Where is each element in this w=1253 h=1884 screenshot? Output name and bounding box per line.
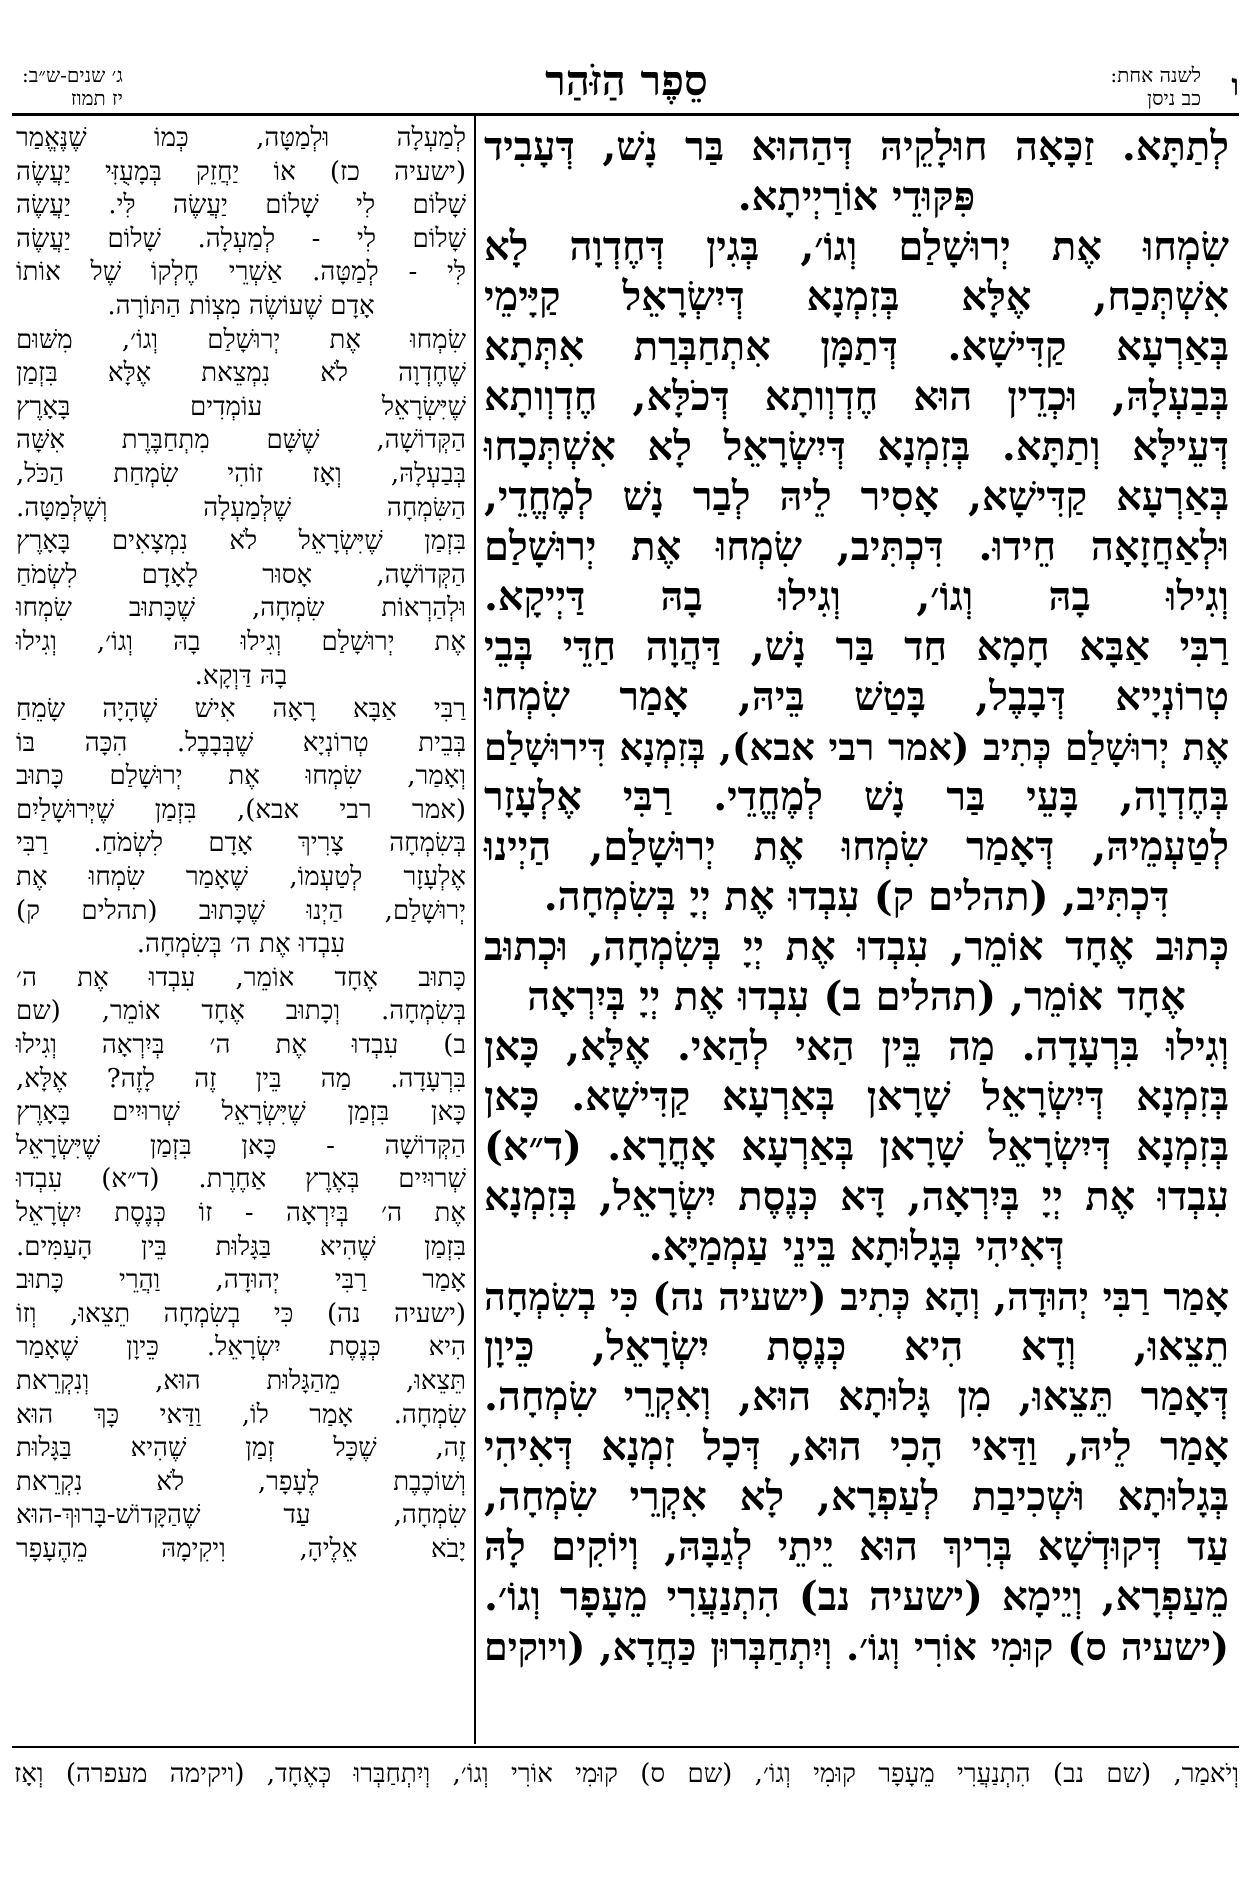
main-text-line: וְגִילוּ בִּרְעָדָה. מַה בֵּין הַאי לְהַאי. אֶלָּא, כָּאן: [484, 1023, 1229, 1070]
main-text-line: לְטַעְמֵיהּ, דְּאָמַר שִׂמְחוּ אֶת יְרוּשָׁלַם, הַיְינוּ: [484, 823, 1229, 870]
main-text-line: בְּאַרְעָא קַדִּישָׁא, אָסִיר לֵיהּ לְבַר נָשׁ לְמֶחֱדֵי,: [484, 473, 1229, 520]
main-text-line: אָמַר לֵיהּ, וַדַּאי הָכִי הוּא, דְּכָל זִמְנָא דְּאִיהִי: [484, 1423, 1229, 1470]
main-text-line: אִשְׁתְּכַח, אֶלָּא בְּזִמְנָא דְּיִשְׂרָאֵל קַיָּימֵי: [484, 273, 1229, 320]
main-text-line: רַבִּי אַבָּא חָמָא חַד בַּר נָשׁ, דַּהֲוָה חַדֵּי בְּבֵי: [484, 623, 1229, 670]
main-text-line: לְתַתָּא. זַכָּאָה חוּלָקֵיהּ דְּהַהוּא בַּר נָשׁ, דְּעָבִיד: [484, 123, 1229, 170]
translation-text-line: רַבִּי אַבָּא רָאָה אִישׁ שֶׁהָיָה שָׂמֵחַ: [16, 694, 466, 725]
main-text-line: אֶחָד אוֹמֵר, (תהלים ב) עִבְדוּ אֶת יְיָ בְּיִרְאָה: [527, 973, 1186, 1020]
main-text-line: תֵצֵאוּ, וְדָא הִיא כְּנֶסֶת יִשְׂרָאֵל, כֵּיוָן: [484, 1323, 1229, 1370]
translation-text-line: זֶה, שֶׁכָּל זְמַן שֶׁהִיא בַּגָּלוּת: [16, 1433, 466, 1464]
translation-text-line: לִּי - לְמַטָּה. אַשְׁרֵי חֶלְקוֹ שֶׁל אוֹתוֹ: [16, 257, 466, 288]
translation-text-line: שִׂמְחָה, עַד שֶׁהַקָּדוֹשׁ-בָּרוּךְ-הוּא: [16, 1500, 466, 1531]
main-text-line: בְּחֶדְוָה, בָּעֵי בַּר נָשׁ לְמֶחֱדֵי. רַבִּי אֶלְעָזָר: [484, 773, 1229, 820]
translation-text-line: בִּרְעָדָה. מַה בֵּין זֶה לָזֶה? אֶלָּא,: [16, 1063, 466, 1094]
main-text-line: כְּתוּב אֶחָד אוֹמֵר, עִבְדוּ אֶת יְיָ בְּשִׂמְחָה, וּכְתוּב: [484, 923, 1229, 970]
translation-text-line: הִיא כְּנֶסֶת יִשְׂרָאֵל. כֵּיוָן שֶׁאָמַר: [16, 1332, 466, 1363]
translation-text-line: כָּתוּב אֶחָד אוֹמֵר, עִבְדוּ אֶת ה׳: [16, 962, 466, 993]
translation-text-line: אָמַר רַבִּי יְהוּדָה, וַהֲרֵי כָּתוּב: [16, 1265, 466, 1296]
translation-text-line: אֶת יְרוּשָׁלַם וְגִילוּ בָהּ וְגוֹ׳, וְגִילוּ: [16, 626, 466, 657]
translation-text-line: שֶׁחֶדְוָה לֹא נִמְצֵאת אֶלָּא בִּזְמַן: [16, 358, 466, 389]
main-text-line: דְּאִיהִי בְּגָלוּתָא בֵּינֵי עַמְמַיָּא.: [648, 1223, 1065, 1270]
main-text-line: בְּאַרְעָא קַדִּישָׁא. דְּתַמָּן אִתְחַבְּרַת אִתְּתָא: [484, 323, 1229, 370]
translation-text-line: אָדָם שֶׁעוֹשֶׂה מִצְוֹת הַתּוֹרָה.: [107, 290, 375, 321]
translation-text-line: וְאָמַר, שִׂמְחוּ אֶת יְרוּשָׁלַם כָּתוּב: [16, 761, 466, 792]
main-text-line: דְּעֵילָּא וְתַתָּא. בְּזִמְנָא דְּיִשְׂרָאֵל לָא אִשְׁתְּכָחוּ: [484, 423, 1229, 470]
translation-text-line: כָּאן בִּזְמַן שֶׁיִּשְׂרָאֵל שְׁרוּיִים בָּאָרֶץ: [16, 1097, 466, 1128]
header-rule: [12, 113, 1239, 116]
translation-text-line: שִׂמְחוּ אֶת יְרוּשָׁלַם וְגוֹ׳, מִשּׁוּם: [16, 324, 466, 355]
main-text-line: דִּכְתִּיב, (תהלים ק) עִבְדוּ אֶת יְיָ בְּשִׂמְחָה.: [543, 873, 1170, 920]
translation-text-line: שָׁלוֹם לִי - לְמַעְלָה. שָׁלוֹם יַעֲשֶׂה: [16, 223, 466, 254]
main-text-line: שִׂמְחוּ אֶת יְרוּשָׁלַם וְגוֹ׳, בְּגִין דְּחֶדְוָה לָא: [484, 223, 1229, 270]
main-text-line: בְּזִמְנָא דְּיִשְׂרָאֵל שָׁרָאן בְּאַרְעָא קַדִּישָׁא. כָּאן: [484, 1073, 1229, 1120]
main-text-line: אֶת יְרוּשָׁלַם כְּתִיב (אמר רבי אבא), בְּזִמְנָא דִּירוּשָׁלַם: [484, 725, 1229, 769]
translation-text-line: בִּזְמַן שֶׁהִיא בַּגָּלוּת בֵּין הָעַמִּים.: [16, 1231, 466, 1262]
translation-text-line: לְמַעְלָה וּלְמַטָּה, כְּמוֹ שֶׁנֶּאֱמַר: [16, 123, 466, 153]
translation-text-line: יָבֹא אֵלֶיהָ, וִיקִימָהּ מֵהֶעָפָר: [16, 1533, 466, 1564]
main-text-line: עַד דְּקוּדְשָׁא בְּרִיךְ הוּא יֵיתֵי לְגַבָּהּ, וְיוֹקִים לָהּ: [484, 1523, 1229, 1570]
main-text-line: אָמַר רַבִּי יְהוּדָה, וְהָא כְּתִיב (ישעיה נה) כִּי בְשִׂמְחָה: [484, 1274, 1229, 1319]
translation-text-line: וּלְהַרְאוֹת שִׂמְחָה, שֶׁכָּתוּב שִׂמְחוּ: [16, 593, 466, 624]
translation-text-line: בְּשִׂמְחָה צָרִיךְ אָדָם לִשְׂמֹחַ. רַבִּי: [16, 828, 466, 859]
translation-text-line: הַשִּׂמְחָה שֶׁלְּמַעְלָה וְשֶׁלְּמַטָּה.: [16, 492, 466, 523]
main-text-line: עִבְדוּ אֶת יְיָ בְּיִרְאָה, דָּא כְּנֶסֶת יִשְׂרָאֵל, בְּזִמְנָא: [484, 1173, 1229, 1220]
translation-text-line: הַקְּדוֹשָׁה, אָסוּר לָאָדָם לִשְׂמֹחַ: [16, 559, 466, 590]
main-text-line: וְגִילוּ בָהּ וְגוֹ׳, וְגִילוּ בָהּ דַּיְיקָא.: [484, 573, 1229, 620]
main-text-line: בְּזִמְנָא דְּיִשְׂרָאֵל שָׁרָאן בְּאַרְעָא אָחֳרָא. (ד״א): [484, 1123, 1229, 1170]
main-text-line: (ישעיה ס) קוּמִי אוֹרִי וְגוֹ׳. וְיִתְחַבְּרוּן כַּחֲדָא, (ויוקים: [484, 1624, 1229, 1669]
translation-text-line: בִּזְמַן שֶׁיִּשְׂרָאֵל לֹא נִמְצָאִים בָּאָרֶץ: [16, 526, 466, 557]
main-text-line: בְּגָלוּתָא וּשְׁכִיבַת לְעַפְרָא, לָא אִקְרֵי שִׂמְחָה,: [484, 1473, 1229, 1520]
translation-text-line: בָהּ דַּוְקָא.: [194, 660, 288, 691]
hebrew-translation-column: [16, 122, 466, 1567]
translation-text-line: (אמר רבי אבא), בִּזְמַן שֶׁיְּרוּשָׁלַיִם: [16, 794, 466, 825]
translation-text-line: שְׁרוּיִים בְּאֶרֶץ אַחֶרֶת. (ד״א) עִבְדוּ: [16, 1164, 466, 1195]
translation-text-line: בְּשִׂמְחָה. וְכָתוּב אֶחָד אוֹמֵר, (שם: [16, 996, 466, 1027]
schedule-three-years-label: ג׳ שנים-ש״ב:: [22, 63, 123, 87]
translation-text-line: תֵּצֵאוּ, מֵהַגָּלוּת הוּא, וְנִקְרֵאת: [16, 1365, 466, 1396]
translation-text-line: אֶלְעָזָר לְטַעְמוֹ, שֶׁאָמַר שִׂמְחוּ אֶת: [16, 862, 466, 893]
main-text-line: בְּבַעְלָהּ, וּכְדֵין הוּא חֶדְוְותָא דְּכֹלָּא, חֶדְוְותָא: [484, 373, 1229, 420]
main-text-line: דְּאָמַר תֵּצֵאוּ, מִן גָּלוּתָא הוּא, וְאִקְרֵי שִׂמְחָה.: [484, 1373, 1229, 1420]
main-aramaic-column: [484, 122, 1229, 1672]
main-text-line: וּלְאַחֲזָאָה חֵידוּ. דִּכְתִּיב, שִׂמְחוּ אֶת יְרוּשָׁלַם: [484, 523, 1229, 570]
translation-text-line: שִׂמְחָה. אָמַר לוֹ, וַדַּאי כָּךְ הוּא: [16, 1399, 466, 1430]
translation-text-line: ב) עִבְדוּ אֶת ה׳ בְּיִרְאָה וְגִילוּ: [16, 1030, 466, 1061]
main-text-line: טְרוֹנְיָיא דְּבָבֶל, בָּטַשׁ בֵּיהּ, אָמַר שִׂמְחוּ: [484, 673, 1229, 720]
translation-text-line: יְרוּשָׁלַם, הַיְנוּ שֶׁכָּתוּב (תהלים ק): [16, 895, 466, 926]
translation-text-line: בְּבַעְלָהּ, וְאָז זוֹהִי שִׂמְחַת הַכֹּל,: [16, 458, 466, 489]
main-text-line: פִּקּוּדֵי אוֹרַיְיתָא.: [737, 173, 976, 220]
translation-text-line: אֶת ה׳ בְּיִרְאָה - זוֹ כְּנֶסֶת יִשְׂרָאֵל: [16, 1198, 466, 1228]
schedule-three-years-date: יז תמוז: [70, 86, 123, 110]
column-divider: [474, 116, 476, 1744]
main-text-line: מֵעַפְרָא, וְיֵימָא (ישעיה נב) הִתְנַעֲרִי מֵעָפָר וְגוֹ׳.: [484, 1573, 1229, 1620]
schedule-one-year-label: לשנה אחת:: [1110, 63, 1201, 87]
schedule-three-years: [22, 64, 123, 110]
translation-text-line: שָׁלוֹם לִי שָׁלוֹם יַעֲשֶׂה לִּי. יַעֲשֶׂה: [16, 190, 466, 221]
translation-text-line: הַקְּדוֹשָׁה, שֶׁשָּׁם מִתְחַבֶּרֶת אִשָּׁה: [16, 425, 466, 456]
translation-text-line: (ישעיה נה) כִּי בְשִׂמְחָה תֵצֵאוּ, וְזוֹ: [16, 1298, 466, 1329]
page-number: ו: [1231, 68, 1239, 103]
translation-text-line: שֶׁיִּשְׂרָאֵל עוֹמְדִים בָּאָרֶץ: [16, 391, 466, 422]
translation-text-line: וְשׁוֹכֶבֶת לֶעָפָר, לֹא נִקְרֵאת: [16, 1466, 466, 1497]
translation-text-line: עִבְדוּ אֶת ה׳ בְּשִׂמְחָה.: [136, 929, 346, 960]
footer-continuation-line: וְיֹאמַר, (שם נב) הִתְנַעֲרִי מֵעָפָר קוּמִי וְגוֹ׳, (שם ס) קוּמִי אוֹרִי וְגוֹ׳, וְיִתְחַבְּרוּ כְּאֶחָד, (ויקימה מעפרה) וְאָז: [14, 1759, 1239, 1789]
translation-text-line: הַקְּדוֹשָׁה - כָּאן בִּזְמַן שֶׁיִּשְׂרָאֵל: [16, 1130, 466, 1161]
translation-text-line: (ישעיה כז) אוֹ יַחֲזֵק בְּמָעֻזִּי יַעֲשֶׂה: [16, 156, 466, 187]
book-title: סֵפֶר הַזֹּהַר: [545, 56, 708, 105]
schedule-one-year-date: כב ניסן: [1147, 86, 1201, 110]
translation-text-line: בְּבֵית טְרוֹנְיָא שֶׁבְּבָבֶל. הִכָּה בּוֹ: [16, 727, 466, 758]
page-header: [14, 54, 1239, 114]
footer-rule: [12, 1746, 1239, 1748]
